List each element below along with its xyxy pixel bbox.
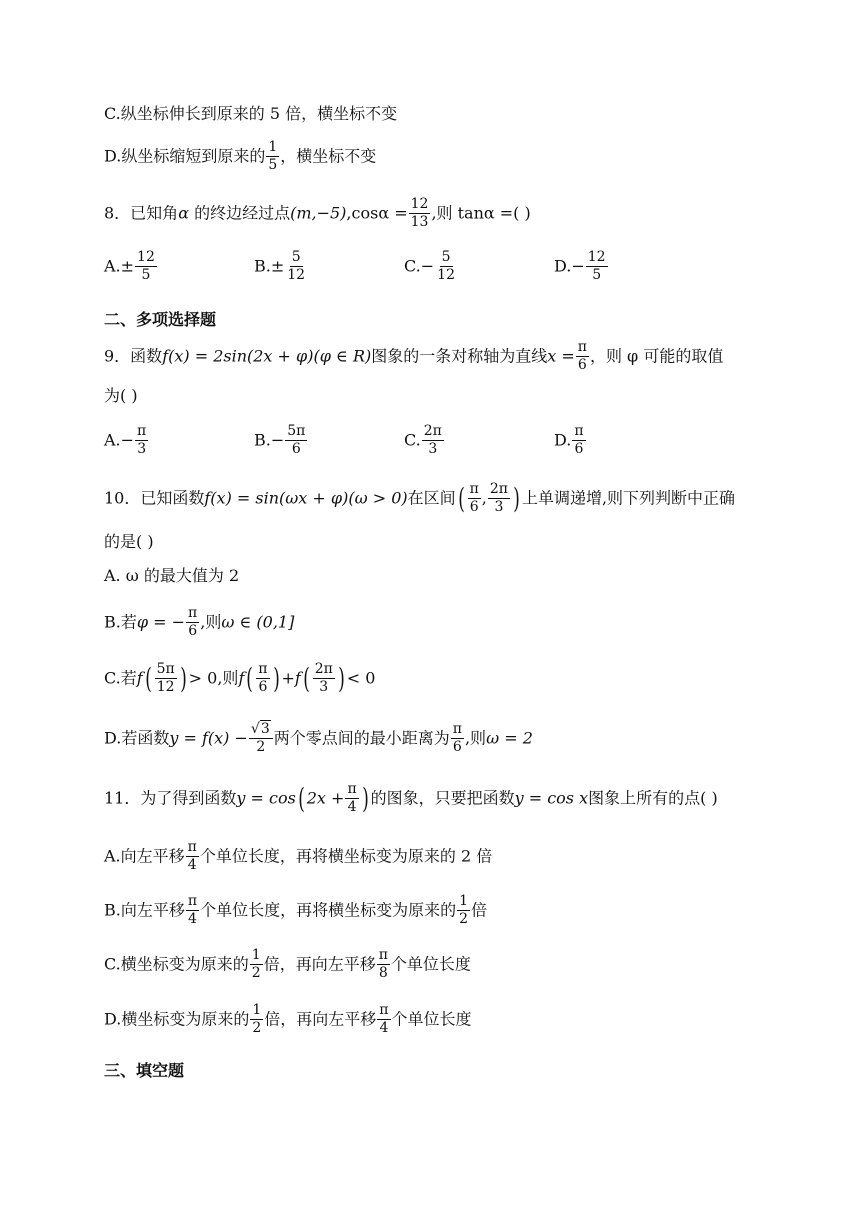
- q9-option-b: B.− $\frac{5\pi}{6}$: [254, 423, 306, 458]
- q11-option-c: C.横坐标变为原来的 $\frac{1}{2}$ 倍，再向左平移 $\frac{\pi}{8}$ 个单位长度: [104, 947, 471, 982]
- q10-option-d: D.若函数y = f(x) − $\frac{√3}{2}$ 两个零点间的最小距离为 $\frac{\pi}{6}$ ,则ω = 2: [104, 721, 533, 756]
- fraction: $\frac{1}{5}$: [268, 139, 278, 174]
- q9-stem: 9．函数f(x) = 2sin(2x + φ)(φ ∈ R)图象的一条对称轴为直线x = $\frac{\pi}{6}$ ，则 φ 可能的取值: [104, 339, 724, 374]
- q10-option-b: B.若φ = − $\frac{\pi}{6}$ ,则ω ∈ (0,1]: [104, 605, 295, 640]
- q9-option-c: C. $\frac{2\pi}{3}$: [404, 423, 442, 458]
- q7-option-d: D.纵坐标缩短到原来的 $\frac{1}{5}$ ，横坐标不变: [104, 139, 377, 174]
- q9-stem-line2: 为( ): [104, 386, 138, 405]
- q11-option-d: D.横坐标变为原来的 $\frac{1}{2}$ 倍，再向左平移 $\frac{\pi}{4}$ 个单位长度: [104, 1002, 472, 1037]
- q7-option-c: C.纵坐标伸长到原来的 5 倍，横坐标不变: [104, 104, 398, 123]
- q11-option-b: B.向左平移 $\frac{\pi}{4}$ 个单位长度，再将横坐标变为原来的 $\frac{1}{2}$ 倍: [104, 893, 488, 928]
- q10-option-c: C.若f( $\frac{5\pi}{12}$ ) > 0,则f( $\frac{\pi}{6}$ ) +f( $\frac{2\pi}{3}$ ) < 0: [104, 661, 376, 696]
- q11-stem: 11．为了得到函数y = cos( 2x + $\frac{\pi}{4}$ ) 的图象，只要把函数y = cos x图象上所有的点( ): [104, 781, 718, 816]
- q8-option-d: D.− $\frac{12}{5}$: [554, 249, 606, 284]
- q8-option-c: C.− $\frac{5}{12}$: [404, 249, 455, 284]
- q11-option-a: A.向左平移 $\frac{\pi}{4}$ 个单位长度，再将横坐标变为原来的 2 倍: [104, 839, 493, 874]
- q10-stem: 10．已知函数f(x) = sin(ωx + φ)(ω > 0)在区间( $\frac{\pi}{6}$ , $\frac{2\pi}{3}$ ) 上单调递增,则下列判断中正确: [104, 481, 736, 516]
- section-heading-fill-in: 三、填空题: [104, 1061, 185, 1080]
- q10-option-a: A. ω 的最大值为 2: [104, 566, 240, 585]
- q8-option-b: B.± $\frac{5}{12}$: [254, 249, 306, 284]
- q8-option-a: A.± $\frac{12}{5}$: [104, 249, 155, 284]
- q9-option-a: A.− $\frac{\pi}{3}$: [104, 423, 147, 458]
- q8-stem: 8．已知角α 的终边经过点(m,−5),cosα = $\frac{12}{13}$ ,则 tanα =( ): [104, 196, 531, 231]
- q9-option-d: D. $\frac{\pi}{6}$: [554, 423, 584, 458]
- section-heading-multiple-choice: 二、多项选择题: [104, 310, 217, 329]
- q10-stem-line2: 的是( ): [104, 532, 154, 551]
